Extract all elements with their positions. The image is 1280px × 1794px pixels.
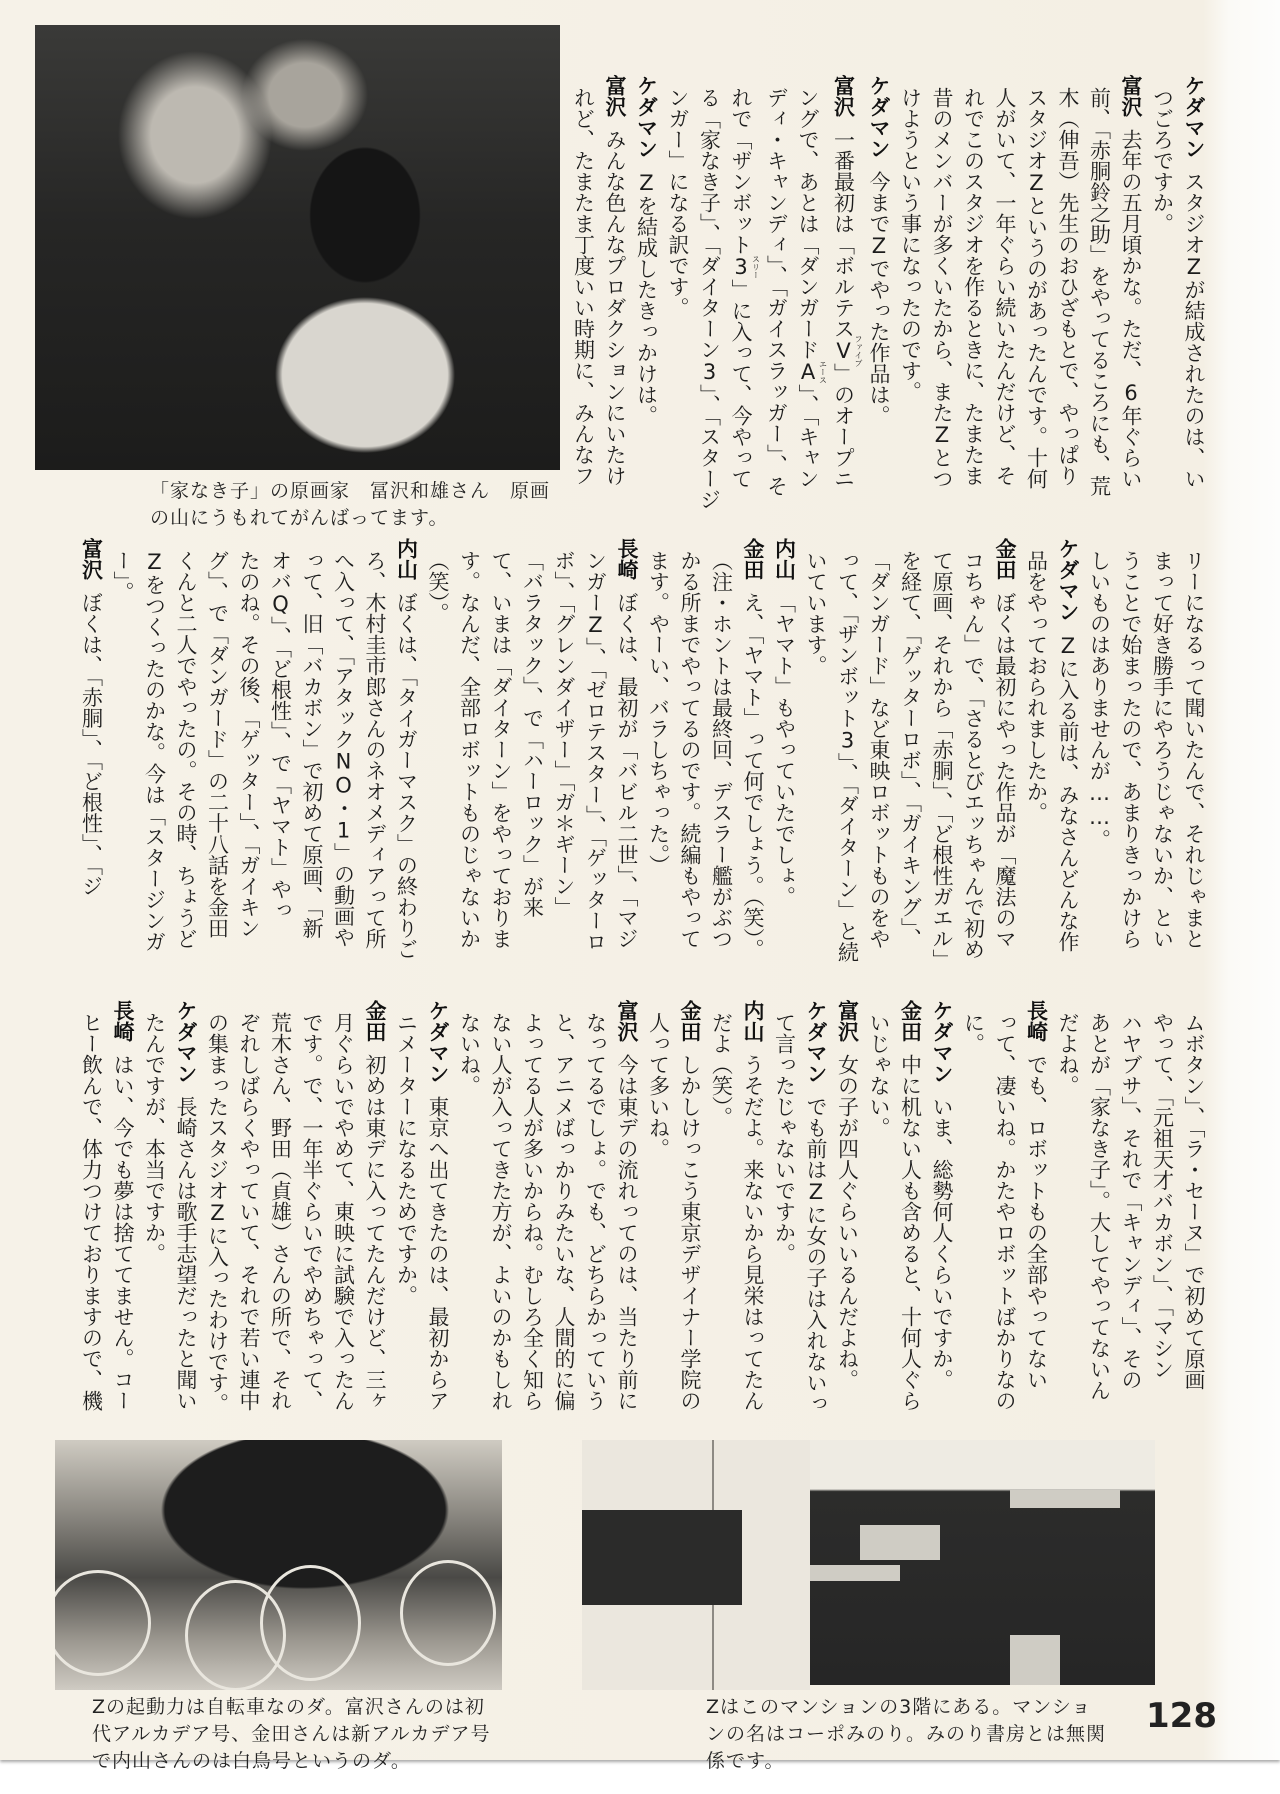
text-column <box>662 75 694 505</box>
column-text: でも前はZに女の子は入れないっ <box>804 1096 828 1414</box>
column-text: だよ（笑）。 <box>709 1012 734 1128</box>
text-segment: ングで、あとは「ダンガード <box>796 87 820 360</box>
speaker-label: ケダマン <box>174 1000 198 1084</box>
column-text: ボ」、「グレンダイザー」「ガ＊ギーン」 <box>552 550 576 918</box>
column-text: 人がいて、一年ぐらい続いたんだけど、そ <box>993 87 1017 486</box>
column-text: いています。 <box>804 550 828 676</box>
column-text: ぞれしばらくやっていて、それで若い連中 <box>237 1012 261 1411</box>
text-column <box>1083 538 1115 993</box>
column-text: 木（伸吾）先生のおひざもとで、やっぱり <box>1056 87 1080 486</box>
speaker-label: 富沢 <box>603 75 627 117</box>
speaker-line <box>611 538 643 993</box>
column-text: たのね。その後、「ゲッター」、「ガイキン <box>237 550 261 939</box>
text-column <box>516 538 548 993</box>
speaker-label: 富沢 <box>1119 75 1143 117</box>
speaker-label: 金田 <box>741 538 765 580</box>
column-text: グ」、で「ダンガード」の二十八話を金田 <box>205 550 230 939</box>
column-text: 前、「赤胴鈴之助」をやってるころにも、荒 <box>1087 87 1112 497</box>
column-text: ムボタン」、「ラ・セーヌ」で初めて原画 <box>1182 1012 1206 1390</box>
text-column <box>768 1000 800 1435</box>
column-text: って、旧「バカボン」で初めて原画、「新 <box>300 550 324 939</box>
text-column <box>264 538 296 993</box>
text-column <box>760 75 792 505</box>
caption-line: Zはこのマンションの3階にある。マンショ <box>706 1696 1092 1718</box>
caption-line: 代アルカデア号、金田さんは新アルカデア号 <box>92 1723 491 1745</box>
column-text: ニメーターになるためですか。 <box>394 1012 419 1306</box>
text-column <box>674 538 706 993</box>
column-text: あとが「家なき子」。大してやってないん <box>1087 1012 1112 1401</box>
mansion-photo <box>810 1440 1155 1685</box>
wall-sign-photo <box>582 1440 810 1690</box>
speaker-label: 内山 <box>741 1000 765 1042</box>
column-text: と、アニメばっかりみたいな、人間的に偏 <box>552 1012 576 1411</box>
column-text: つごろですか。 <box>1150 87 1175 234</box>
column-text: スタジオZが結成されたのは、い <box>1182 171 1206 489</box>
artist-at-desk-photo <box>35 25 560 470</box>
text-segment: 」のオープニ <box>831 363 856 489</box>
speaker-label: 富沢 <box>79 538 104 580</box>
speaker-line <box>390 538 422 993</box>
speaker-line <box>737 1000 769 1435</box>
column-text: ろ、木村圭市郎さんのネオメディアって所 <box>363 550 387 949</box>
bicycle-wheel <box>400 1560 496 1666</box>
column-text: 長崎さんは歌手志望だったと聞い <box>174 1096 198 1411</box>
caption-line: Zの起動力は自転車なのダ。富沢さんのは初 <box>92 1696 485 1718</box>
text-column <box>107 538 139 993</box>
text-column <box>485 1000 517 1435</box>
column-text: ぼくは、「赤胴」、「ど根性」、「ジ <box>79 592 104 897</box>
column-text: を経て、「ゲッターロボ」、「ガイキング」、 <box>898 550 923 949</box>
text-column <box>548 538 580 993</box>
speaker-line <box>1020 1000 1052 1435</box>
column-text: ンガーZ」、「ゼロテスター」、「ゲッターロ <box>583 550 608 952</box>
speaker-line <box>831 1000 863 1435</box>
text-column <box>989 75 1021 505</box>
column-text: れど、たまたま丁度いい時期に、みんなフ <box>571 87 596 486</box>
column-text: Zに入る前は、みなさんどんな作 <box>1056 634 1080 952</box>
text-column <box>863 1000 895 1435</box>
speaker-line <box>768 538 800 993</box>
column-text: しかしけっこう東京デザイナー学院の <box>678 1054 702 1411</box>
speaker-label: 内山 <box>394 538 419 580</box>
artist-photo-caption <box>150 478 550 532</box>
text-column <box>1146 1000 1178 1435</box>
column-text: へ入って、「アタックNO・1」の動画や <box>331 550 356 948</box>
text-column <box>138 538 170 993</box>
column-text: かる所までやってるのです。続編もやって <box>678 550 702 949</box>
text-column <box>705 538 737 993</box>
text-column <box>863 538 895 993</box>
speaker-label: 内山 <box>772 538 797 580</box>
speaker-label: 長崎 <box>111 1000 135 1042</box>
column-text: る「家なき子」、「ダイターン3」、「スタージ <box>697 87 722 510</box>
caption-line: 係です。 <box>706 1750 785 1772</box>
text-column <box>138 1000 170 1435</box>
text-column <box>894 538 926 993</box>
balcony <box>810 1565 900 1581</box>
text-column <box>516 1000 548 1435</box>
text-column <box>327 1000 359 1435</box>
column-text: 去年の五月頃かな。ただ、6年ぐらい <box>1119 129 1143 489</box>
column-text: けようという事になったのです。 <box>898 87 923 402</box>
speaker-label: 長崎 <box>615 538 639 580</box>
text-column <box>792 75 828 505</box>
text-column <box>453 538 485 993</box>
text-column <box>548 1000 580 1435</box>
speaker-label: ケダマン <box>426 1000 450 1084</box>
mansion-photo-caption <box>706 1694 1106 1775</box>
column-text: スタジオZというのがあったんです。十何 <box>1024 87 1049 489</box>
text-column <box>725 75 761 505</box>
speaker-label: 金田 <box>898 1000 923 1042</box>
text-column <box>1083 75 1115 505</box>
bicycles-photo-caption <box>92 1694 490 1775</box>
speaker-label: 長崎 <box>1024 1000 1049 1042</box>
text-column <box>642 1000 674 1435</box>
text-column <box>422 538 454 993</box>
text-segment: れで「ザンボット <box>729 87 753 255</box>
interview-text-top <box>567 75 1209 510</box>
column-text: （笑）。 <box>426 550 450 624</box>
text-column <box>1020 75 1052 505</box>
balcony <box>1010 1490 1120 1508</box>
column-text: うことで始まったので、あまりきっかけら <box>1119 550 1143 949</box>
column-text: ンガー」になる訳です。 <box>666 87 690 318</box>
column-text: 月ぐらいでやめて、東映に試験で入ったん <box>331 1012 356 1411</box>
column-text: 「ヤマト」もやっていたでしょ。 <box>772 592 797 907</box>
column-text: て、いまは「ダイターン」をやっておりま <box>489 550 513 949</box>
speaker-line <box>894 1000 926 1435</box>
column-text: す。なんだ、全部ロボットものじゃないか <box>457 550 482 949</box>
speaker-label: ケダマン <box>634 75 659 159</box>
text-column <box>831 538 863 993</box>
speaker-label: 富沢 <box>615 1000 639 1042</box>
text-column <box>1115 538 1147 993</box>
speaker-label: 富沢 <box>835 1000 860 1042</box>
column-text: て原画、それから「赤胴」、「ど根性ガエル」 <box>930 550 954 970</box>
text-column <box>693 75 725 510</box>
column-text: に。 <box>961 1012 986 1054</box>
column-text: やって、「元祖天才バカボン」、「マシン <box>1150 1012 1175 1380</box>
caption-line: で内山さんのは白鳥号というのダ。 <box>92 1750 411 1772</box>
speaker-line <box>1052 538 1084 993</box>
column-text: コちゃん」で、「さるとびエッちゃんで初め <box>961 550 986 960</box>
column-text: （注・ホントは最終回、デスラー艦がぶつ <box>709 550 734 949</box>
text-column <box>327 538 359 993</box>
speaker-label: ケダマン <box>804 1000 828 1084</box>
column-text: ー」。 <box>111 550 135 603</box>
column-text: 「ダンガード」など東映ロボットものをや <box>867 550 891 949</box>
speaker-line <box>737 538 769 993</box>
text-column <box>579 1000 611 1435</box>
page-number: 128 <box>1146 1696 1217 1736</box>
sign-board <box>582 1510 742 1605</box>
speaker-line <box>1178 75 1210 505</box>
column-text: Zを結成したきっかけは。 <box>634 171 659 426</box>
column-text: 昔のメンバーが多くいたから、またZとつ <box>930 87 954 489</box>
speaker-line <box>611 1000 643 1435</box>
column-text: ディ・キャンディ」、「ガイスラッガー」、そ <box>764 87 789 497</box>
column-text: いじゃない。 <box>867 1012 891 1138</box>
column-text: 品をやっておられましたか。 <box>1024 550 1049 823</box>
bicycles-photo <box>55 1440 502 1690</box>
text-column <box>1052 1000 1084 1435</box>
column-text: ないね。 <box>457 1012 482 1096</box>
speaker-label: ケダマン <box>1182 75 1206 159</box>
text-column <box>705 1000 737 1435</box>
speaker-line <box>926 1000 958 1435</box>
column-text: 女の子が四人ぐらいいるんだよね。 <box>835 1054 860 1390</box>
speaker-label: 富沢 <box>831 75 856 117</box>
text-column <box>359 538 391 993</box>
column-text: 「バラタック」、で「ハーロック」が来 <box>520 550 545 918</box>
ruby-base: V <box>831 335 856 367</box>
column-text: って、「ザンボット3」、「ダイターン」と続 <box>835 550 860 963</box>
caption-line: の山にうもれてがんばってます。 <box>150 507 449 529</box>
text-column <box>1020 538 1052 993</box>
bicycle-wheel <box>55 1570 151 1676</box>
speaker-label: ケダマン <box>867 75 891 159</box>
speaker-line <box>170 1000 202 1435</box>
column-text: なってるでしょ。でも、どちらかっていう <box>583 1012 608 1411</box>
column-text: だよね。 <box>1056 1012 1080 1096</box>
column-text: って、凄いね。かたやロボットばかりなの <box>993 1012 1017 1411</box>
text-segment: 一番最初は「ボルテス <box>831 129 856 339</box>
column-text: まって好き勝手にやろうじゃないか、とい <box>1150 550 1175 949</box>
gate <box>1010 1635 1060 1685</box>
speaker-line <box>674 1000 706 1435</box>
column-text: オバQ」、「ど根性」、で「ヤマト」やっ <box>268 550 293 921</box>
ruby-base: 3 <box>729 255 753 279</box>
ruby-text: ファイブ <box>854 335 863 367</box>
text-column <box>233 538 265 993</box>
text-column <box>926 75 958 505</box>
text-column <box>642 538 674 993</box>
caption-line: 「家なき子」の原画家 冨沢和雄さん 原画 <box>150 480 551 502</box>
text-column <box>1052 75 1084 505</box>
column-text: ます。やーい、バラしちゃった。） <box>646 550 671 876</box>
column-text: たんですが、本当ですか。 <box>142 1012 167 1264</box>
speaker-label: ケダマン <box>1056 538 1080 622</box>
text-column <box>1115 1000 1147 1435</box>
column-text: Zをつくったのかな。今は「スタージンガ <box>142 550 167 952</box>
text-column <box>957 75 989 505</box>
column-text: でも、ロボットもの全部やってない <box>1024 1054 1049 1390</box>
text-column <box>1178 1000 1210 1435</box>
text-column <box>1146 75 1178 505</box>
column-text: れでこのスタジオを作るときに、たまたま <box>961 87 986 486</box>
speaker-line <box>75 538 107 993</box>
text-column <box>485 538 517 993</box>
text-column <box>957 538 989 993</box>
column-text: え、「ヤマト」って何でしょう。（笑）。 <box>741 592 765 960</box>
speaker-line <box>1115 75 1147 505</box>
speaker-line <box>863 75 895 505</box>
balcony <box>860 1525 940 1560</box>
column-text: ぼくは、「タイガーマスク」の終わりご <box>394 592 419 960</box>
column-text: はい、今でも夢は捨ててません。コー <box>111 1054 135 1411</box>
text-column <box>957 1000 989 1435</box>
text-column <box>1083 1000 1115 1435</box>
caption-line: ンの名はコーポみのり。みのり書房とは無関 <box>706 1723 1107 1745</box>
text-column <box>170 538 202 993</box>
text-column <box>201 538 233 993</box>
ruby-text: エース <box>818 360 828 384</box>
column-text: くんと二人でやったの。その時、ちょうど <box>174 550 198 949</box>
column-text: の集まったスタジオZに入ったわけです。 <box>205 1012 230 1414</box>
text-column <box>453 1000 485 1435</box>
column-text: うそだよ。来ないから見栄はってたん <box>741 1054 765 1411</box>
column-text: ヒー飲んで、体力つけておりますので、機 <box>79 1012 104 1411</box>
speaker-label: 金田 <box>363 1000 387 1042</box>
bicycle-wheel <box>260 1565 361 1681</box>
column-text: ハヤブサ」、それで「キャンディ」、その <box>1119 1012 1143 1390</box>
speaker-line <box>359 1000 391 1435</box>
ruby-text: スリー <box>751 255 761 279</box>
text-segment: 」に入って、今やって <box>729 279 753 489</box>
text-column <box>233 1000 265 1435</box>
speaker-line <box>800 1000 832 1435</box>
text-column <box>296 538 328 993</box>
column-text: みんな色んなプロダクションにいたけ <box>603 129 627 486</box>
speaker-label: 金田 <box>993 538 1017 580</box>
column-text: ぼくは最初にやった作品が「魔法のマ <box>993 592 1017 949</box>
text-column <box>201 1000 233 1435</box>
speaker-line <box>630 75 662 505</box>
speaker-line <box>989 538 1021 993</box>
text-column <box>1178 538 1210 993</box>
speaker-line <box>599 75 631 505</box>
speaker-line <box>107 1000 139 1435</box>
column-text: て言ったじゃないですか。 <box>772 1012 797 1264</box>
column-text: よってる人が多いからね。むしろ全く知ら <box>520 1012 545 1411</box>
text-column <box>800 538 832 993</box>
text-column <box>989 1000 1021 1435</box>
interview-text-middle <box>75 538 1209 993</box>
text-column <box>296 1000 328 1435</box>
text-column <box>894 75 926 505</box>
column-text: 今は東デの流れってのは、当たり前に <box>615 1054 639 1411</box>
text-column <box>264 1000 296 1435</box>
column-text: 今までZでやった作品は。 <box>867 171 891 426</box>
column-text: しいものはありませんが……。 <box>1087 550 1112 850</box>
text-column <box>1146 538 1178 993</box>
column-text: です。で、一年半ぐらいでやめちゃって、 <box>300 1012 324 1411</box>
speaker-label: ケダマン <box>930 1000 954 1084</box>
ruby-annotation <box>831 335 863 367</box>
speaker-label: 金田 <box>678 1000 702 1042</box>
interview-text-bottom <box>75 1000 1209 1435</box>
column-text: リーになるって聞いたんで、それじゃまと <box>1182 550 1206 949</box>
column-text: 人って多いね。 <box>646 1012 671 1159</box>
column-text: 荒木さん、野田（貞雄）さんの所で、それ <box>268 1012 293 1411</box>
column-text: ない人が入ってきた方が、よいのかもしれ <box>489 1012 513 1411</box>
speaker-line <box>827 75 863 505</box>
ruby-annotation <box>729 255 761 279</box>
column-text: 東京へ出てきたのは、最初からア <box>426 1096 450 1411</box>
ruby-annotation <box>796 360 828 384</box>
column-text: 中に机ない人も含めると、十何人ぐら <box>898 1054 923 1411</box>
ruby-base: A <box>796 360 820 384</box>
text-column <box>567 75 599 505</box>
speaker-line <box>422 1000 454 1435</box>
text-segment: 」、「キャン <box>796 384 820 489</box>
text-column <box>75 1000 107 1435</box>
text-column <box>579 538 611 993</box>
column-text: 初めは東デに入ってたんだけど、三ヶ <box>363 1054 387 1411</box>
text-column <box>926 538 958 993</box>
column-text: ぼくは、最初が「バビル二世」、「マジ <box>615 592 639 949</box>
text-column <box>390 1000 422 1435</box>
column-text: いま、総勢何人くらいですか。 <box>930 1096 954 1390</box>
